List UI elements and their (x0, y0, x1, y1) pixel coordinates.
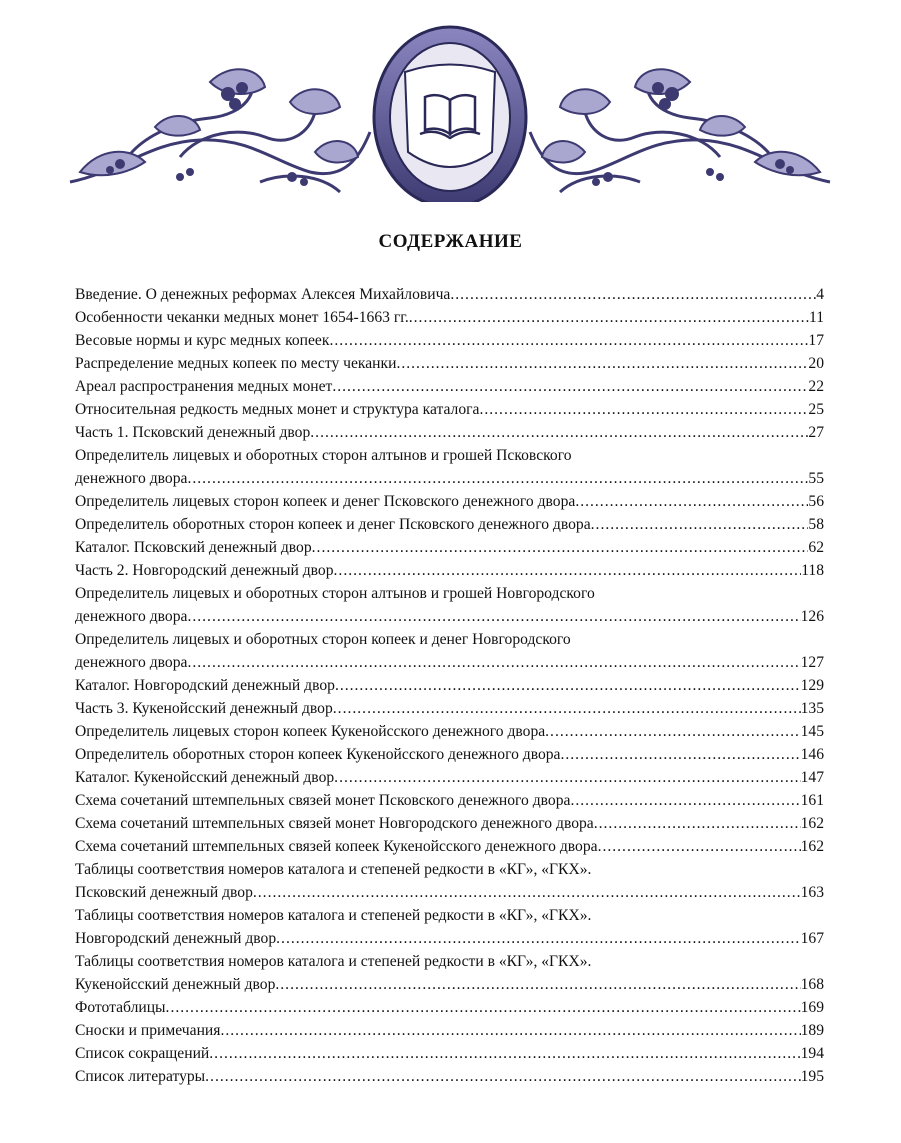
toc-leader-dots (598, 835, 801, 858)
toc-entry-title: Новгородский денежный двор (75, 930, 277, 947)
toc-leader-dots (591, 513, 809, 536)
toc-entry-title: Список сокращений (75, 1045, 210, 1062)
toc-page-number: 4 (816, 286, 824, 303)
toc-page-number: 127 (800, 654, 824, 671)
toc-entry[interactable] (75, 513, 824, 536)
toc-entry-title-line: Таблицы соответствия номеров каталога и степеней редкости в «КГ», «ГКХ». (75, 953, 592, 970)
toc-entry-title: Список литературы (75, 1068, 206, 1085)
toc-entry-title: Определитель лицевых сторон копеек Кукенойсского денежного двора (75, 723, 546, 740)
toc-leader-dots (560, 743, 800, 766)
toc-entry-title: Определитель лицевых сторон копеек и денег Псковского денежного двора (75, 493, 576, 510)
toc-entry[interactable] (75, 536, 824, 559)
toc-entry[interactable] (75, 674, 824, 697)
toc-entry-title: Весовые нормы и курс медных копеек (75, 332, 330, 349)
toc-leader-dots (479, 398, 808, 421)
toc-page-number: 145 (800, 723, 824, 740)
toc-entry[interactable] (75, 582, 824, 628)
toc-entry[interactable] (75, 490, 824, 513)
toc-leader-dots (409, 306, 809, 329)
toc-leader-dots (545, 720, 800, 743)
toc-page-number: 126 (800, 608, 824, 625)
toc-entry-title-line: Таблицы соответствия номеров каталога и степеней редкости в «КГ», «ГКХ». (75, 907, 592, 924)
toc-entry[interactable] (75, 559, 824, 582)
toc-page-number: 163 (800, 884, 824, 901)
toc-entry[interactable] (75, 329, 824, 352)
toc-leader-dots (220, 1019, 800, 1042)
toc-leader-dots (275, 973, 800, 996)
toc-entry[interactable] (75, 697, 824, 720)
toc-entry-title: Ареал распространения медных монет (75, 378, 333, 395)
toc-entry[interactable] (75, 950, 824, 996)
toc-entry-title: Часть 3. Кукенойсский денежный двор (75, 700, 333, 717)
toc-page-number: 167 (800, 930, 824, 947)
toc-page-number: 162 (800, 838, 824, 855)
toc-entry-title: Сноски и примечания (75, 1022, 221, 1039)
toc-entry[interactable] (75, 283, 824, 306)
toc-entry-title-line: Определитель лицевых и оборотных сторон алтынов и грошей Новгородского (75, 585, 595, 602)
toc-entry-title: Каталог. Новгородский денежный двор (75, 677, 335, 694)
toc-leader-dots (310, 421, 808, 444)
toc-page-number: 129 (800, 677, 824, 694)
toc-leader-dots (333, 697, 801, 720)
toc-page-number: 189 (800, 1022, 824, 1039)
toc-leader-dots (187, 651, 800, 674)
toc-leader-dots (570, 789, 800, 812)
toc-leader-dots (450, 283, 816, 306)
toc-page-number: 135 (800, 700, 824, 717)
toc-page-number: 17 (808, 332, 824, 349)
toc-leader-dots (335, 674, 801, 697)
toc-entry-title: Фототаблицы (75, 999, 166, 1016)
toc-entry-title: Псковский денежный двор (75, 884, 253, 901)
toc-leader-dots (209, 1042, 800, 1065)
toc-entry-title: Часть 2. Новгородский денежный двор (75, 562, 334, 579)
toc-leader-dots (334, 766, 800, 789)
toc-leader-dots (575, 490, 808, 513)
toc-page-number: 22 (808, 378, 824, 395)
toc-entry-title-line: Определитель лицевых и оборотных сторон алтынов и грошей Псковского (75, 447, 572, 464)
toc-entry-title: Каталог. Кукенойсский денежный двор (75, 769, 335, 786)
toc-entry[interactable] (75, 375, 824, 398)
header-ornament (60, 22, 840, 202)
toc-leader-dots (329, 329, 808, 352)
ornament-vine-icon (60, 22, 840, 202)
toc-entry-title: Определитель оборотных сторон копеек и денег Псковского денежного двора (75, 516, 591, 533)
toc-page-number: 169 (800, 999, 824, 1016)
toc-entry-title: Схема сочетаний штемпельных связей копеек Кукенойсского денежного двора (75, 838, 598, 855)
toc-page-number: 147 (800, 769, 824, 786)
toc-entry[interactable] (75, 628, 824, 674)
toc-leader-dots (396, 352, 808, 375)
toc-entry[interactable] (75, 352, 824, 375)
toc-page-number: 195 (800, 1068, 824, 1085)
toc-entry-title: денежного двора (75, 608, 188, 625)
toc-entry[interactable] (75, 1065, 824, 1088)
toc-entry-title: Особенности чеканки медных монет 1654-1663 гг. (75, 309, 409, 326)
page-title: СОДЕРЖАНИЕ (378, 231, 523, 252)
toc-entry-title-line: Определитель лицевых и оборотных сторон копеек и денег Новгородского (75, 631, 571, 648)
toc-page-number: 161 (800, 792, 824, 809)
toc-entry-title: Часть 1. Псковский денежный двор (75, 424, 311, 441)
toc-entry-title-line: Таблицы соответствия номеров каталога и степеней редкости в «КГ», «ГКХ». (75, 861, 592, 878)
toc-entry[interactable] (75, 1042, 824, 1065)
toc-entry-title: Кукенойсский денежный двор (75, 976, 276, 993)
toc-entry[interactable] (75, 996, 824, 1019)
toc-page-number: 118 (801, 562, 824, 579)
toc-entry[interactable] (75, 835, 824, 858)
toc-entry-title: Каталог. Псковский денежный двор (75, 539, 312, 556)
toc-page-number: 162 (800, 815, 824, 832)
toc-page-number: 27 (808, 424, 824, 441)
toc-page-number: 58 (808, 516, 824, 533)
toc-entry-title: Относительная редкость медных монет и структура каталога (75, 401, 480, 418)
toc-entry[interactable] (75, 398, 824, 421)
toc-entry-title: Введение. О денежных реформах Алексея Михайловича (75, 286, 451, 303)
toc-page-number: 56 (808, 493, 824, 510)
toc-entry[interactable] (75, 743, 824, 766)
toc-leader-dots (253, 881, 801, 904)
toc-page-number: 194 (800, 1045, 824, 1062)
toc-leader-dots (594, 812, 801, 835)
toc-leader-dots (187, 605, 800, 628)
toc-entry-title: Схема сочетаний штемпельных связей монет Псковского денежного двора (75, 792, 571, 809)
toc-entry[interactable] (75, 306, 824, 329)
toc-leader-dots (276, 927, 800, 950)
toc-page-number: 20 (808, 355, 824, 372)
toc-leader-dots (332, 375, 808, 398)
toc-page-number: 62 (808, 539, 824, 556)
toc-entry[interactable] (75, 858, 824, 904)
toc-entry[interactable] (75, 789, 824, 812)
toc-page-number: 168 (800, 976, 824, 993)
toc-leader-dots (312, 536, 809, 559)
toc-entry[interactable] (75, 444, 824, 490)
toc-page-number: 55 (808, 470, 824, 487)
toc-entry[interactable] (75, 904, 824, 950)
toc-entry-title: Схема сочетаний штемпельных связей монет Новгородского денежного двора (75, 815, 594, 832)
toc-entry-title: Определитель оборотных сторон копеек Кукенойсского денежного двора (75, 746, 561, 763)
toc-entry-title: денежного двора (75, 470, 188, 487)
toc-leader-dots (187, 467, 808, 490)
toc-entry-title: денежного двора (75, 654, 188, 671)
toc-page-number: 146 (800, 746, 824, 763)
toc-leader-dots (205, 1065, 800, 1088)
toc-entry[interactable] (75, 812, 824, 835)
toc-entry[interactable] (75, 421, 824, 444)
toc-page-number: 25 (808, 401, 824, 418)
toc-entry[interactable] (75, 1019, 824, 1042)
toc-entry-title: Распределение медных копеек по месту чеканки (75, 355, 397, 372)
table-of-contents (75, 283, 824, 1088)
toc-page-number: 11 (808, 309, 824, 326)
toc-entry[interactable] (75, 720, 824, 743)
toc-leader-dots (334, 559, 802, 582)
toc-entry[interactable] (75, 766, 824, 789)
toc-leader-dots (166, 996, 801, 1019)
